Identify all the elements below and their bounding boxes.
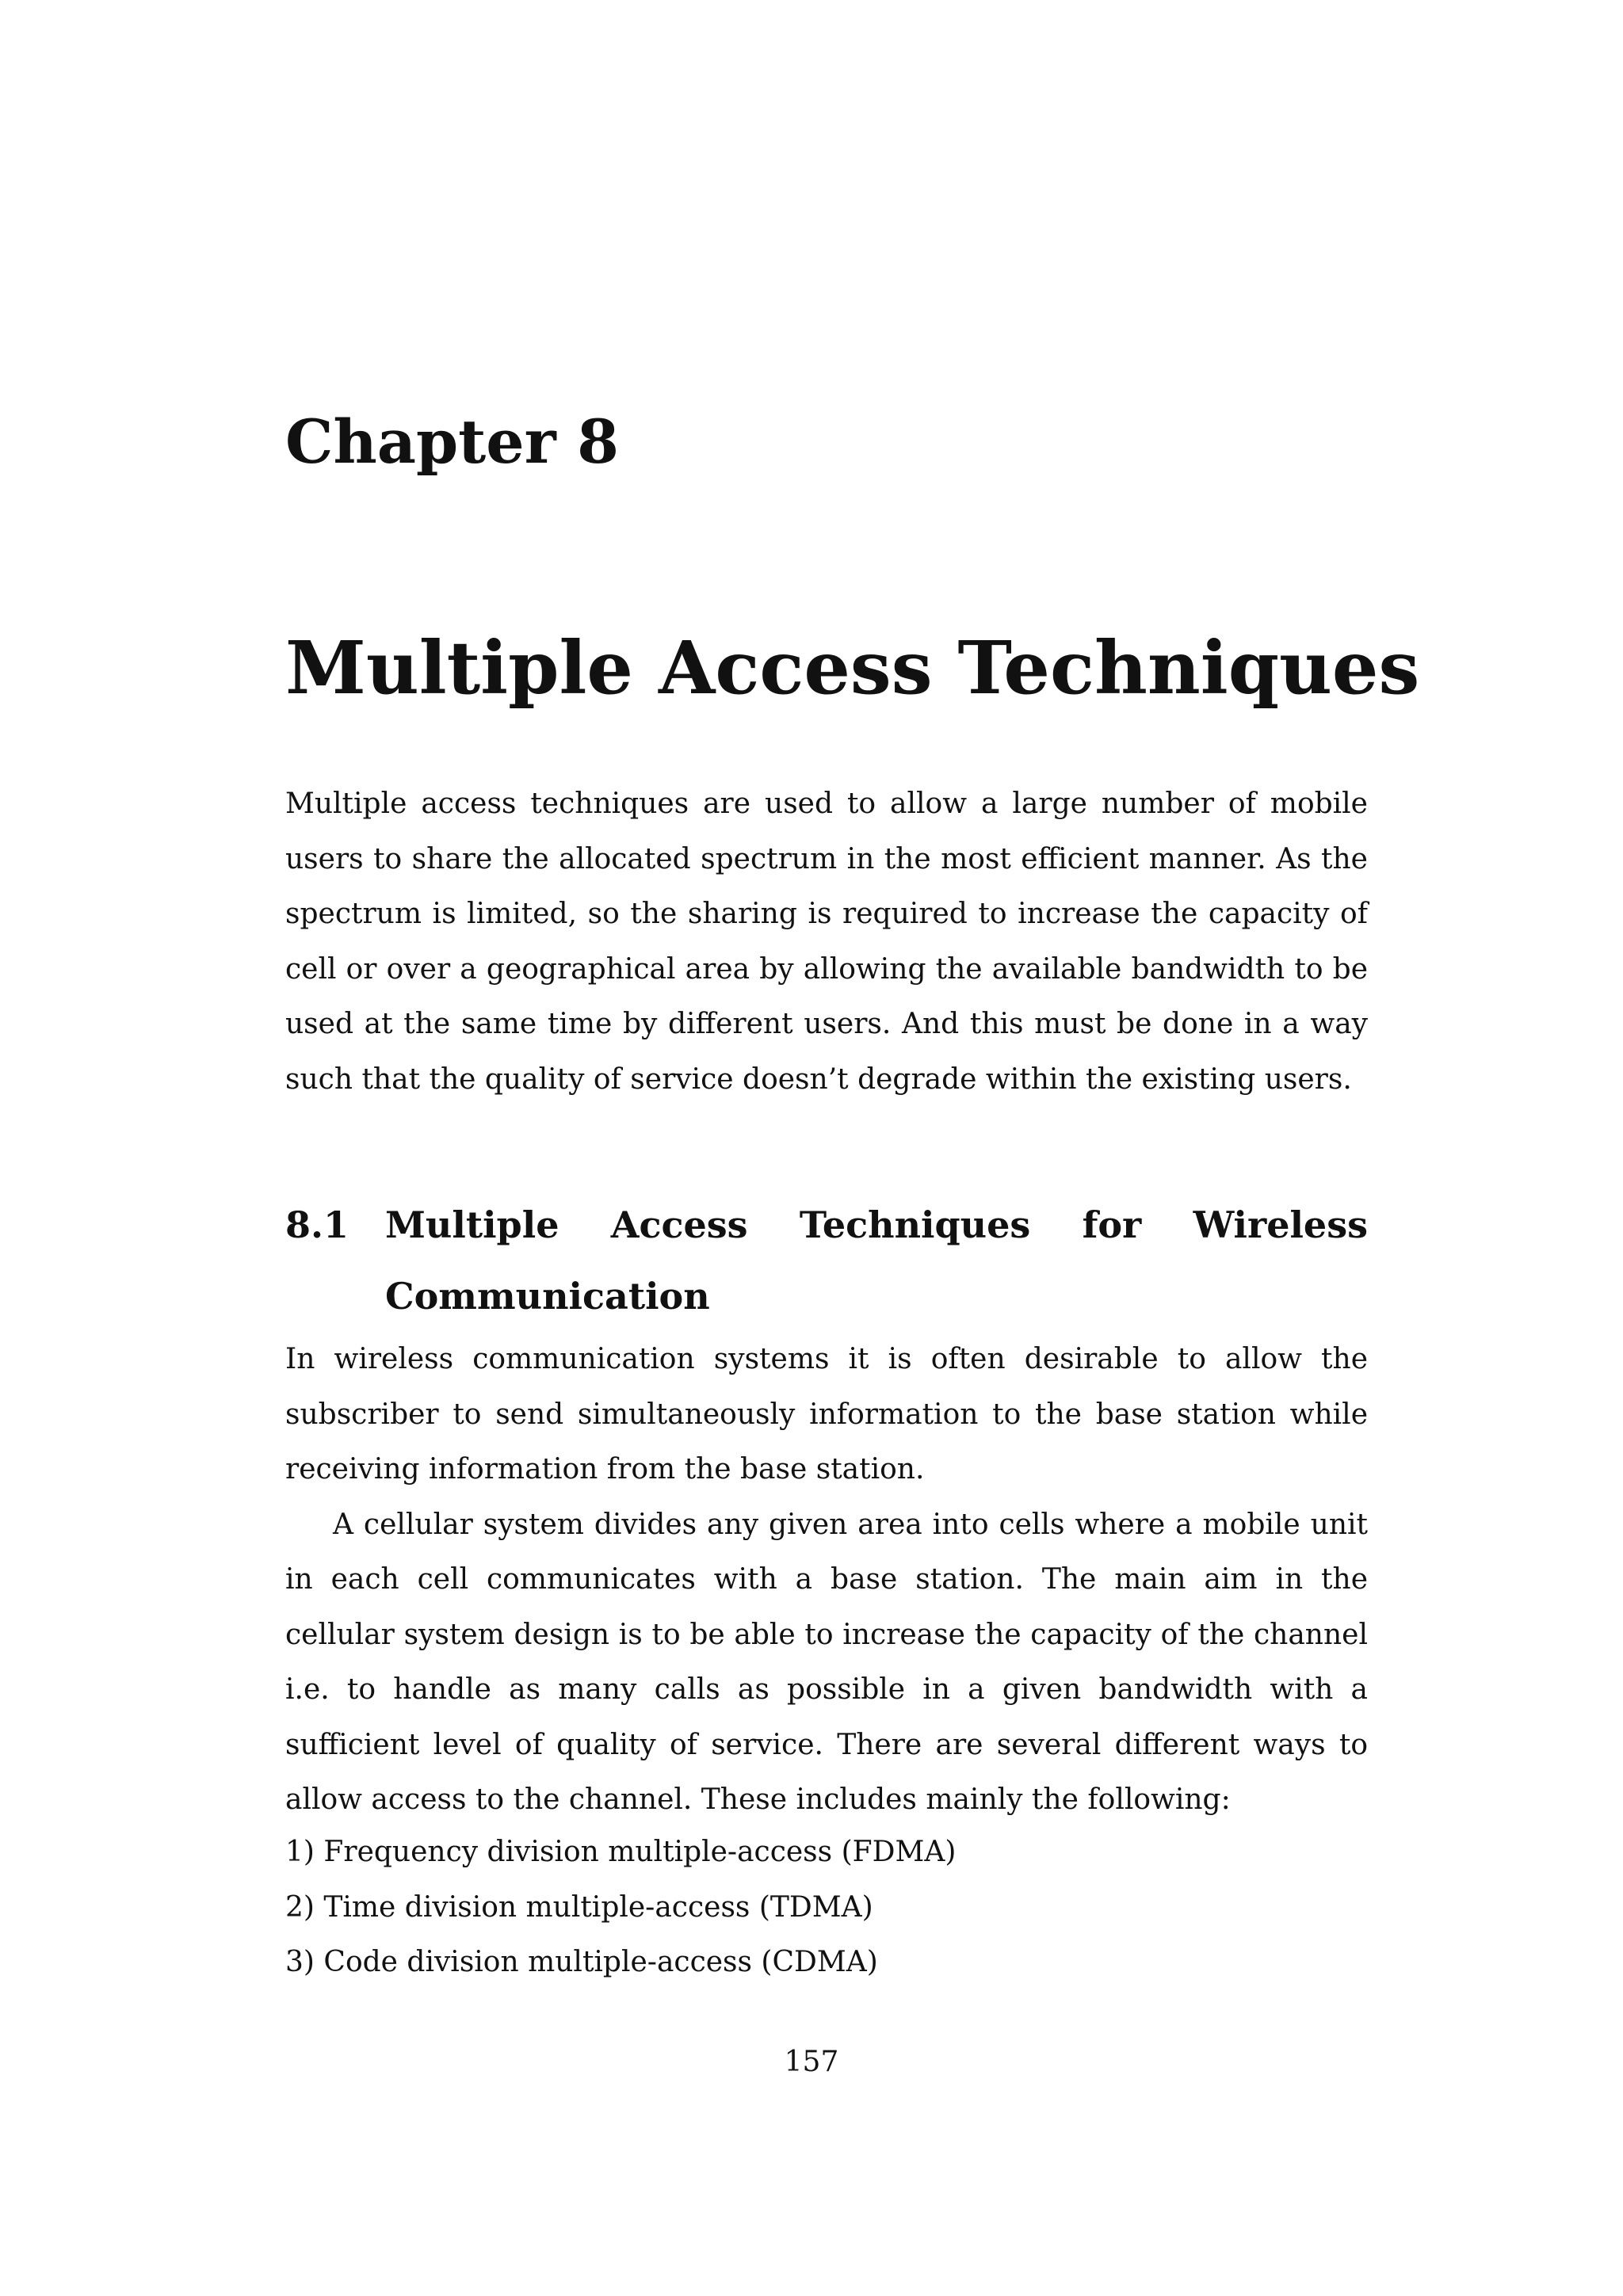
list-item: 2) Time division multiple-access (TDMA) (285, 1890, 873, 1924)
section-paragraph: A cellular system divides any given area into cells where a mobile unit in each cell communicates with a base station. The main aim in the cellular system design is to be able to increase the capacity of the channel i.e. to handle as many calls as possible in a given bandwidth with a sufficient level of quality of service. There are several different ways to allow access to the channel. These includes mainly the following: (285, 1508, 1368, 1816)
section-title: Multiple Access Techniques for Wireless Communication (385, 1203, 1368, 1318)
chapter-title: Multiple Access Techniques (285, 624, 1420, 711)
list-item: 3) Code division multiple-access (CDMA) (285, 1946, 878, 1978)
section-number: 8.1 (285, 1203, 349, 1247)
section-body (285, 1332, 1368, 1828)
intro-paragraph: Multiple access techniques are used to allow a large number of mobile users to share the allocated spectrum in the most efficient manner. As the spectrum is limited, so the sharing is required to increase the capacity of cell or over a geographical area by allowing the available bandwidth to be used at the same time by different users. And this must be done in a way such that the quality of service doesn’t degrade within the existing users. (285, 788, 1368, 1096)
list-item: 1) Frequency division multiple-access (FDMA) (285, 1836, 957, 1868)
intro-text (285, 776, 1368, 1107)
page-number: 157 (784, 2046, 839, 2078)
access-techniques-list (285, 1825, 956, 1990)
chapter-label: Chapter 8 (285, 406, 619, 477)
section-paragraph: In wireless communication systems it is often desirable to allow the subscriber to send simultaneously information to the base station while receiving information from the base station. (285, 1343, 1368, 1486)
